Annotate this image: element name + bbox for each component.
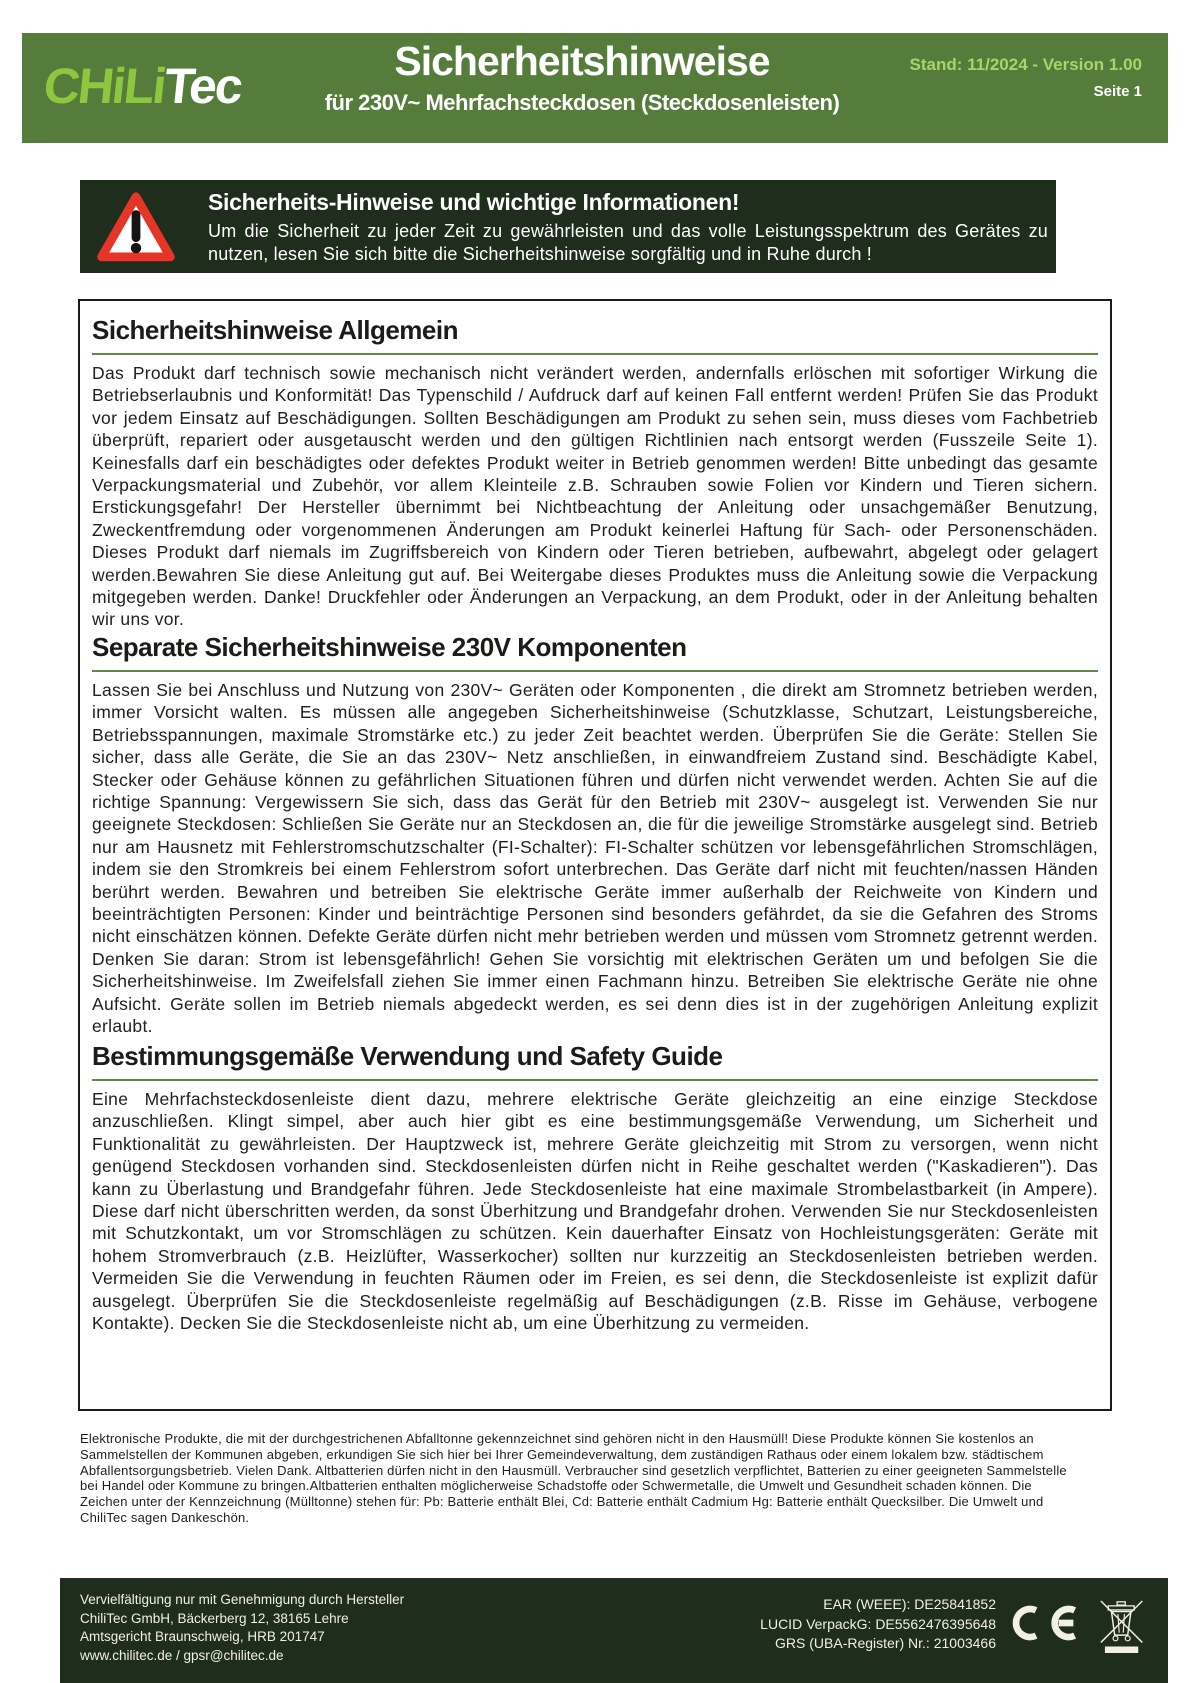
weee-bin-icon bbox=[1096, 1588, 1148, 1666]
warning-triangle-icon bbox=[96, 189, 176, 264]
section-body: Eine Mehrfachsteckdosenleiste dient dazu, mehrere elektrische Geräte gleichzeitig an eine einzige Steckdose anzuschließen. Klingt simpel, aber auch hier gibt es eine bestimmungsgemäße Verwendung, um Sicherheit und Funktionalität zu gewährleisten. Der Hauptzweck ist, mehrere Geräte gleichzeitig mit Strom zu versorgen, wenn nicht genügend Steckdosen vorhanden sind. Steckdosenleisten dürfen nicht in Reihe geschaltet werden ("Kaskadieren"). Das kann zu Überlastung und Brandgefahr führen. Jede Steckdosenleiste hat eine maximale Strombelastbarkeit (in Ampere). Diese darf nicht überschritten werden, da sonst Überhitzung und Brandgefahr drohen. Verwenden Sie nur Steckdosenleisten mit Schutzkontakt, um vor Stromschlägen zu schützen. Kein dauerhafter Einsatz von Hochleistungsgeräten: Geräte mit hohem Stromverbrauch (z.B. Heizlüfter, Wasserkocher) sollten nur kurzzeitig an Steckdosenleisten betrieben werden. Vermeiden Sie die Verwendung in feuchten Räumen oder im Freien, es sei denn, die Steckdosenleiste ist explizit dafür ausgelegt. Überprüfen Sie die Steckdosenleiste regelmäßig auf Beschädigungen (z.B. Risse im Gehäuse, verbogene Kontakte). Decken Sie die Steckdosenleiste nicht ab, um eine Überhitzung zu vermeiden. bbox=[92, 1089, 1098, 1334]
footer-lucid-line: LUCID VerpackG: DE5562476395648 bbox=[760, 1615, 996, 1632]
footer-weee-line: EAR (WEEE): DE25841852 bbox=[823, 1596, 996, 1612]
notice-body: Um die Sicherheit zu jeder Zeit zu gewährleisten und das volle Leistungsspektrum des Gerätes zu nutzen, lesen Sie sich bitte die Sicherheitshinweise sorgfältig und in Ruhe durch ! bbox=[208, 221, 1048, 264]
section-verwendung-safety-guide bbox=[92, 1041, 1098, 1334]
section-heading: Bestimmungsgemäße Verwendung und Safety Guide bbox=[92, 1041, 1098, 1081]
notice-text-block bbox=[208, 189, 1048, 266]
version-info: Stand: 11/2024 - Version 1.00 bbox=[909, 55, 1142, 74]
footer-contact-line: www.chilitec.de / gpsr@chilitec.de bbox=[80, 1647, 284, 1663]
page-number: Seite 1 bbox=[1093, 83, 1142, 100]
notice-banner bbox=[80, 180, 1056, 273]
disposal-note: Elektronische Produkte, die mit der durchgestrichenen Abfalltonne gekennzeichnet sind gehören nicht in den Hausmüll! Diese Produkte können Sie kostenlos an Sammelstellen der Kommunen abgeben, erkundigen Sie sich hier bei Ihrer Gemeindeverwaltung, dem zuständigen Rathaus oder einem lokalem bzw. städtischem Abfallentsorgungsbetrieb. Vielen Dank. Altbatterien dürfen nicht in den Hausmüll. Verbraucher sind gesetzlich verpflichtet, Batterien zu einer geeigneten Sammelstelle bei Handel oder Kommune zu bringen.Altbatterien enthalten möglicherweise Schadstoffe oder Schwermetalle, die Umwelt und Gesundheit schaden können. Die Zeichen unter der Kennzeichnung (Mülltonne) stehen für: Pb: Batterie enthält Blei, Cd: Batterie enthält Cadmium Hg: Batterie enthält Quecksilber. Die Umwelt und ChiliTec sagen Dankeschön. bbox=[80, 1431, 1067, 1525]
footer-address-line: ChiliTec GmbH, Bäckerberg 12, 38165 Lehre bbox=[80, 1610, 349, 1626]
page-header bbox=[22, 33, 1168, 143]
logo-text-green: CHiLi bbox=[41, 58, 168, 114]
section-230v-komponenten bbox=[92, 632, 1098, 1038]
section-body: Lassen Sie bei Anschluss und Nutzung von 230V~ Geräten oder Komponenten , die direkt am Stromnetz betrieben werden, immer Vorsicht walten. Es müssen alle angegeben Sicherheitshinweise (Schutzklasse, Schutzart, Leistungsbereiche, Betriebsspannungen, maximale Stromstärke etc.) zu jeder Zeit beachtet werden. Überprüfen Sie die Geräte: Stellen Sie sicher, dass alle Geräte, die Sie an das 230V~ Netz anschließen, in einwandfreiem Zustand sind. Beschädigte Kabel, Stecker oder Gehäuse können zu gefährlichen Situationen führen und dürfen nicht verwendet werden. Achten Sie auf die richtige Spannung: Vergewissern Sie sich, dass das Gerät für den Betrieb mit 230V~ ausgelegt ist. Verwenden Sie nur geeignete Steckdosen: Schließen Sie Geräte nur an Steckdosen an, die für die jeweilige Stromstärke ausgelegt sind. Betrieb nur am Hausnetz mit Fehlerstromschutzschalter (FI-Schalter): FI-Schalter schützen vor lebensgefährlichen Stromschlägen, indem sie den Stromkreis bei einem Fehlerstrom sofort unterbrechen. Das Geräte darf nicht mit feuchten/nassen Händen berührt werden. Bewahren und betreiben Sie elektrische Geräte immer außerhalb der Reichweite von Kindern und beeinträchtigten Personen: Kinder und beinträchtige Personen sind besonders gefährdet, da sie die Gefahren des Stroms nicht einschätzen können. Defekte Geräte dürfen nicht mehr betrieben werden und müssen vom Stromnetz getrennt werden. Denken Sie daran: Strom ist lebensgefährlich! Gehen Sie vorsichtig mit elektrischen Geräten um und befolgen Sie die Sicherheitshinweise. Im Zweifelsfall ziehen Sie immer einen Fachmann hinzu. Betreiben Sie elektrische Geräte nie ohne Aufsicht. Geräte sollen im Betrieb niemals abgedeckt werden, es sei denn dies ist in der zugehörigen Anleitung explizit erlaubt. bbox=[92, 680, 1098, 1037]
page-title: Sicherheitshinweise bbox=[394, 38, 770, 84]
header-meta bbox=[910, 55, 1142, 100]
notice-title: Sicherheits-Hinweise und wichtige Informationen! bbox=[208, 189, 740, 215]
logo-text-white: Tec bbox=[161, 58, 244, 114]
ce-mark-icon bbox=[1010, 1598, 1090, 1648]
page-subtitle: für 230V~ Mehrfachsteckdosen (Steckdosenleisten) bbox=[324, 90, 840, 116]
footer-register-line: Amtsgericht Braunschweig, HRB 201747 bbox=[80, 1629, 325, 1645]
page-footer bbox=[60, 1578, 1168, 1683]
chilitec-logo bbox=[41, 57, 244, 115]
header-title-block bbox=[322, 39, 842, 116]
section-allgemein bbox=[92, 315, 1098, 631]
section-body: Das Produkt darf technisch sowie mechanisch nicht verändert werden, andernfalls erlöschen mit sofortiger Wirkung die Betriebserlaubnis und Konformität! Das Typenschild / Aufdruck darf auf keinen Fall entfernt werden! Prüfen Sie das Produkt vor jedem Einsatz auf Beschädigungen. Sollten Beschädigungen am Produkt zu sehen sein, muss dieses vom Fachbetrieb überprüft, repariert oder ausgetauscht werden und den gültigen Richtlinien nach entsorgt werden (Fusszeile Seite 1). Keinesfalls darf ein beschädigtes oder defektes Produkt weiter in Betrieb genommen werden! Bitte unbedingt das gesamte Verpackungsmaterial und Zubehör, vor allem Kleinteile z.B. Schrauben sowie Folien vor Kindern und Tieren sichern. Erstickungsgefahr! Der Hersteller übernimmt bei Nichtbeachtung der Anleitung oder unsachgemäßer Benutzung, Zweckentfremdung oder vorgenommenen Änderungen am Produkt keinerlei Haftung für Sach- oder Personenschäden. Dieses Produkt darf niemals im Zugriffsbereich von Kindern oder Tieren betrieben, aufbewahrt, abgelegt oder gelagert werden.Bewahren Sie diese Anleitung gut auf. Bei Weitergabe dieses Produktes muss die Anleitung sowie die Verpackung mitgegeben werden. Danke! Druckfehler oder Änderungen an Verpackung, an dem Produkt, oder in der Anleitung behalten wir uns vor. bbox=[92, 363, 1098, 630]
section-heading: Separate Sicherheitshinweise 230V Komponenten bbox=[92, 632, 1098, 672]
footer-registration-info bbox=[760, 1595, 996, 1654]
section-heading: Sicherheitshinweise Allgemein bbox=[92, 315, 1098, 355]
footer-grs-line: GRS (UBA-Register) Nr.: 21003466 bbox=[775, 1635, 996, 1651]
footer-company-info bbox=[80, 1591, 404, 1665]
safety-content-box bbox=[78, 299, 1112, 1411]
footer-copy-line: Vervielfältigung nur mit Genehmigung durch Hersteller bbox=[80, 1592, 405, 1607]
